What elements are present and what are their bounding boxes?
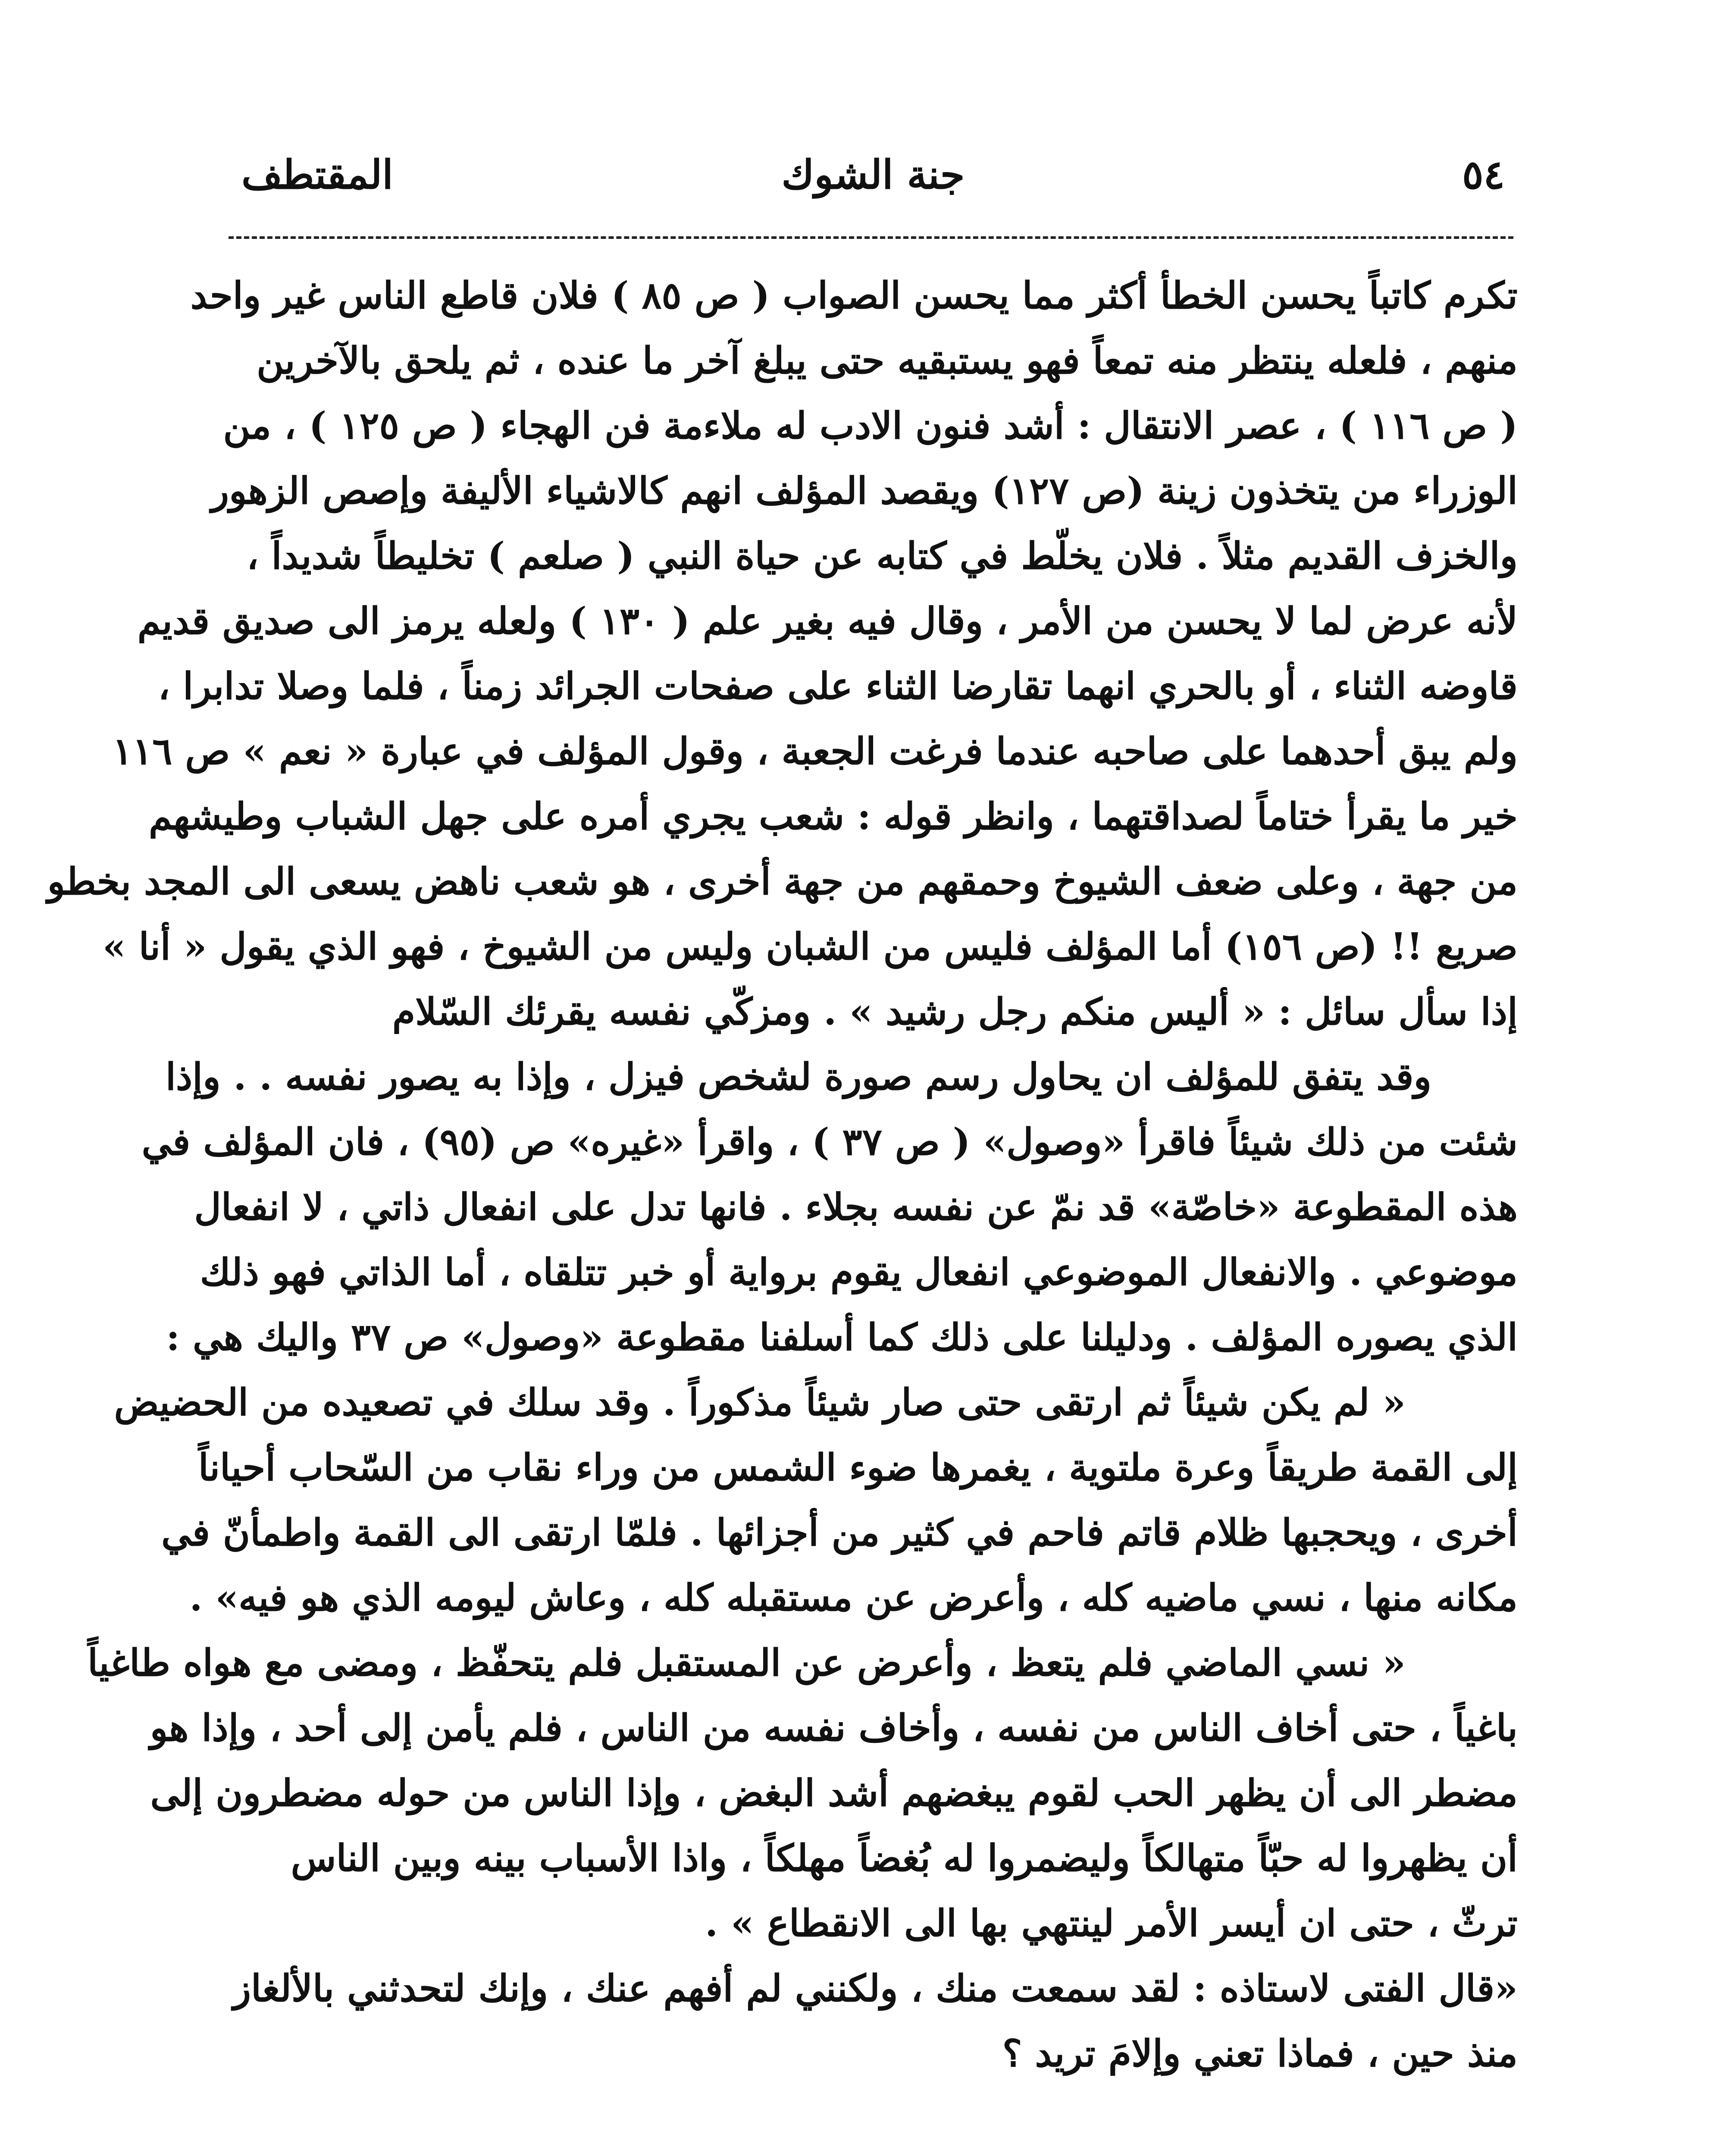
page-header xyxy=(241,142,1505,207)
text-line: منهم ، فلعله ينتظر منه تمعاً فهو يستبقيه حتى يبلغ آخر ما عنده ، ثم يلحق بالآخرين xyxy=(257,339,1518,382)
text-line: خير ما يقرأ ختاماً لصداقتهما ، وانظر قوله : شعب يجري أمره على جهل الشباب وطيشهم xyxy=(149,795,1518,838)
text-line: لأنه عرض لما لا يحسن من الأمر ، وقال فيه بغير علم ( ١٣٠ ) ولعله يرمز الى صديق قديم xyxy=(137,599,1518,643)
text-line: موضوعي . والانفعال الموضوعي انفعال يقوم برواية أو خبر تتلقاه ، أما الذاتي فهو ذلك xyxy=(200,1250,1518,1294)
quote-first-line: « نسي الماضي فلم يتعظ ، وأعرض عن المستقبل فلم يتحفّظ ، ومضى مع هواه طاغياً xyxy=(88,1641,1406,1685)
text-line: ترثّ ، حتى ان أيسر الأمر لينتهي بها الى الانقطاع » . xyxy=(705,1902,1518,1945)
header-divider xyxy=(229,236,1513,239)
text-line: الذي يصوره المؤلف . ودليلنا على ذلك كما أسلفنا مقطوعة «وصول» ص ٣٧ واليك هي : xyxy=(166,1316,1518,1359)
running-title: جنة الشوك xyxy=(781,151,965,198)
text-line: قاوضه الثناء ، أو بالحري انهما تقارضا الثناء على صفحات الجرائد زمناً ، فلما وصلا تدابرا ، xyxy=(158,664,1518,708)
text-line: والخزف القديم مثلاً . فلان يخلّط في كتابه عن حياة النبي ( صلعم ) تخليطاً شديداً ، xyxy=(246,534,1518,578)
text-line: تكرم كاتباً يحسن الخطأ أكثر مما يحسن الصواب ( ص ٨٥ ) فلان قاطع الناس غير واحد xyxy=(190,274,1518,317)
text-line: مضطر الى أن يظهر الحب لقوم يبغضهم أشد البغض ، وإذا الناس من حوله مضطرون إلى xyxy=(150,1771,1518,1815)
text-line: أخرى ، ويحجبها ظلام قاتم فاحم في كثير من أجزائها . فلمّا ارتقى الى القمة واطمأنّ في xyxy=(161,1511,1518,1554)
text-line: إذا سأل سائل : « أليس منكم رجل رشيد » . ومزكّي نفسه يقرئك السّلام xyxy=(392,990,1518,1034)
page-number: ٥٤ xyxy=(1462,151,1505,198)
text-line: هذه المقطوعة «خاصّة» قد نمّ عن نفسه بجلاء . فانها تدل على انفعال ذاتي ، لا انفعال xyxy=(194,1185,1518,1229)
text-line: ( ص ١١٦ ) ، عصر الانتقال : أشد فنون الادب له ملاءمة فن الهجاء ( ص ١٢٥ ) ، من xyxy=(223,404,1518,448)
body-text xyxy=(47,263,1518,2086)
quote-first-line: «قال الفتى لاستاذه : لقد سمعت منك ، ولكنني لم أفهم عنك ، وإنك لتحدثني بالألغاز xyxy=(233,1967,1518,2010)
text-line: أن يظهروا له حبّاً متهالكاً وليضمروا له بُغضاً مهلكاً ، واذا الأسباب بينه وبين الناس xyxy=(291,1836,1518,1880)
paragraph-first-line: وقد يتفق للمؤلف ان يحاول رسم صورة لشخص فيزل ، وإذا به يصور نفسه . . وإذا xyxy=(165,1055,1431,1099)
text-line: إلى القمة طريقاً وعرة ملتوية ، يغمرها ضوء الشمس من وراء نقاب من السّحاب أحياناً xyxy=(198,1446,1518,1489)
journal-name: المقتطف xyxy=(241,151,393,198)
text-line: صريع !! (ص ١٥٦) أما المؤلف فليس من الشبان وليس من الشيوخ ، فهو الذي يقول « أنا » xyxy=(103,925,1518,968)
text-line: شئت من ذلك شيئاً فاقرأ «وصول» ( ص ٣٧ ) ، واقرأ «غيره» ص (٩٥) ، فان المؤلف في xyxy=(141,1120,1518,1164)
quote-first-line: « لم يكن شيئاً ثم ارتقى حتى صار شيئاً مذكوراً . وقد سلك في تصعيده من الحضيض xyxy=(114,1381,1406,1424)
text-line: من جهة ، وعلى ضعف الشيوخ وحمقهم من جهة أخرى ، هو شعب ناهض يسعى الى المجد بخطو xyxy=(47,860,1518,903)
text-line: منذ حين ، فماذا تعني وإلامَ تريد ؟ xyxy=(1002,2032,1518,2075)
text-line: باغياً ، حتى أخاف الناس من نفسه ، وأخاف نفسه من الناس ، فلم يأمن إلى أحد ، وإذا هو xyxy=(150,1706,1518,1750)
text-line: الوزراء من يتخذون زينة (ص ١٢٧) ويقصد المؤلف انهم كالاشياء الأليفة وإصص الزهور xyxy=(211,469,1518,513)
text-line: مكانه منها ، نسي ماضيه كله ، وأعرض عن مستقبله كله ، وعاش ليومه الذي هو فيه» . xyxy=(189,1576,1518,1620)
text-line: ولم يبق أحدهما على صاحبه عندما فرغت الجعبة ، وقول المؤلف في عبارة « نعم » ص ١١٦ xyxy=(112,730,1518,773)
